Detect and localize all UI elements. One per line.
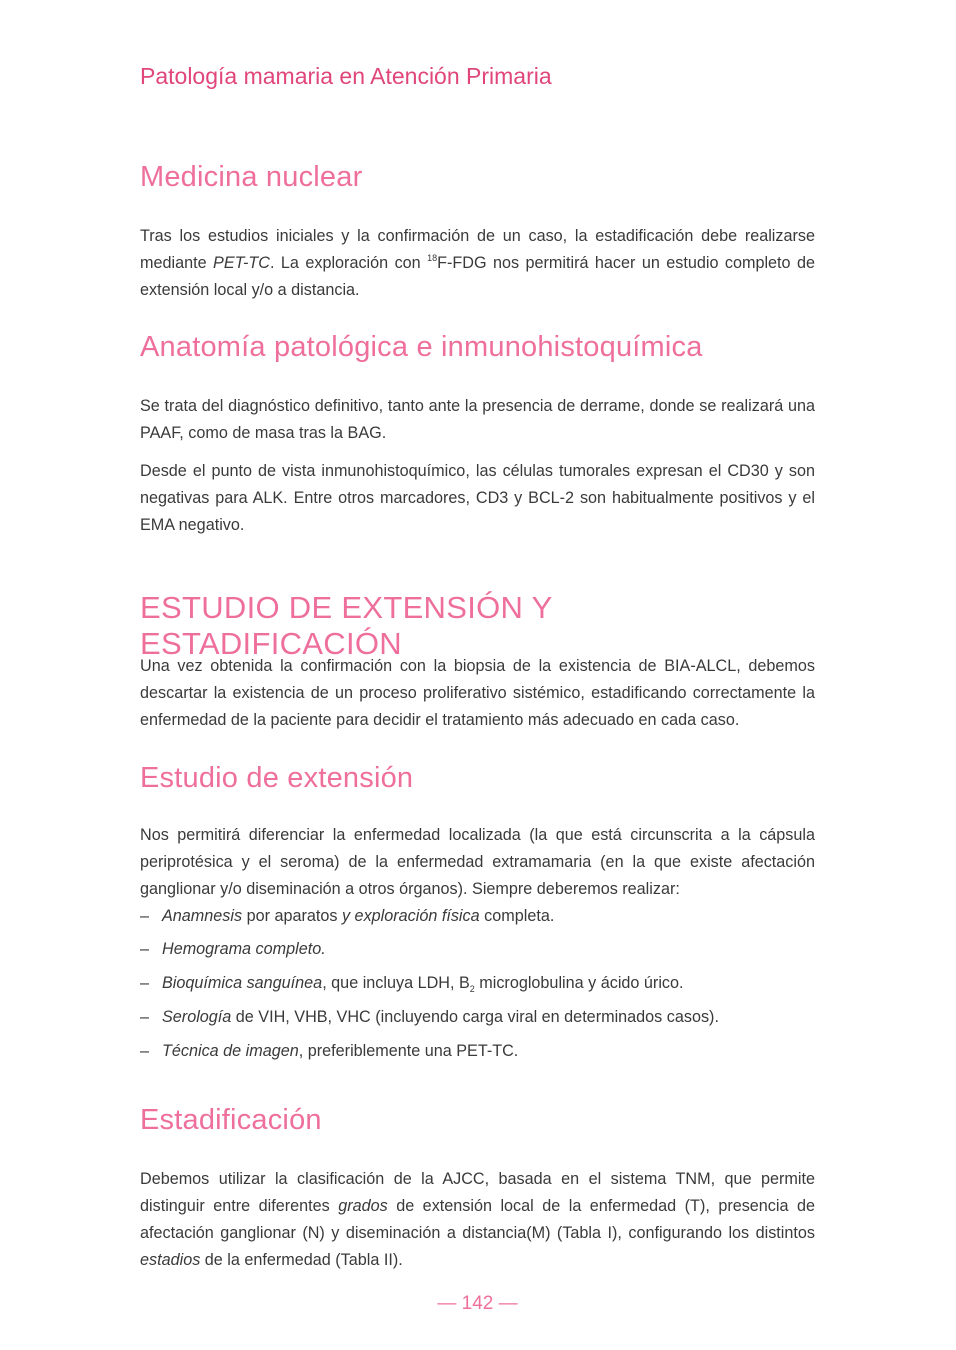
paragraph-estudio-extension: Nos permitirá diferenciar la enfermedad localizada (la que está circunscrita a la cápsula periprotésica y el seroma) de la enfermedad extramamaria (en la que existe afectación ganglionar y/o diseminación a otros órganos). Siempre deberemos realizar: xyxy=(140,826,815,898)
list-item-hemograma xyxy=(140,936,815,963)
list-dash: – xyxy=(140,940,150,958)
text-run: de extensión local de la enfermedad (T), presencia de afectación ganglionar (N) y diseminación a distancia(M) (Tabla I), configurando los distintos xyxy=(140,1197,815,1242)
text-run-italic: Bioquímica sanguínea xyxy=(162,974,323,992)
text-run: Tras los estudios iniciales y la confirmación de un caso, la estadificación debe realizarse mediante xyxy=(140,227,815,272)
text-run: de la enfermedad (Tabla II). xyxy=(200,1251,403,1269)
paragraph-anatomia-2: Desde el punto de vista inmunohistoquímico, las células tumorales expresan el CD30 y son negativas para ALK. Entre otros marcadores, CD3 y BCL-2 son habitualmente positivos y el EMA negativo. xyxy=(140,462,815,534)
text-run: Debemos utilizar la clasificación de la AJCC, basada en el sistema TNM, que permite distinguir entre diferentes xyxy=(140,1170,815,1215)
heading-estadificacion: Estadificación xyxy=(140,1104,322,1136)
list-item-tecnica-imagen xyxy=(140,1038,815,1065)
text-run: completa. xyxy=(479,907,555,925)
list-item-anamnesis xyxy=(140,903,815,930)
text-run-italic: PET-TC xyxy=(213,254,270,272)
paragraph-anatomia-1: Se trata del diagnóstico definitivo, tanto ante la presencia de derrame, donde se realizará una PAAF, como de masa tras la BAG. xyxy=(140,397,815,442)
heading-medicina-nuclear: Medicina nuclear xyxy=(140,161,363,193)
text-run: F-FDG nos permitirá hacer un estudio completo de extensión local y/o a distancia. xyxy=(140,254,815,299)
page-number: — 142 — xyxy=(437,1293,518,1314)
text-run-italic: grados xyxy=(338,1197,388,1215)
subscript: 2 xyxy=(469,984,475,994)
heading-estudio-extension: Estudio de extensión xyxy=(140,762,414,794)
list-item-bioquimica xyxy=(140,970,815,997)
paragraph-estudio-estadificacion: Una vez obtenida la confirmación con la biopsia de la existencia de BIA-ALCL, debemos descartar la existencia de un proceso proliferativo sistémico, estadificando correctamente la enfermedad de la paciente para decidir el tratamiento más adecuado en cada caso. xyxy=(140,657,815,729)
superscript: 18 xyxy=(427,253,438,263)
text-run-italic: Anamnesis xyxy=(162,907,243,925)
text-run: por aparatos xyxy=(242,907,342,925)
list-dash: – xyxy=(140,907,150,925)
list-item-serologia xyxy=(140,1004,815,1031)
text-run-italic: estadios xyxy=(140,1251,201,1269)
text-run-italic: Técnica de imagen xyxy=(162,1042,299,1060)
text-run: microglobulina y ácido úrico. xyxy=(474,974,684,992)
paragraph-estadificacion xyxy=(140,1166,815,1274)
text-run: . La exploración con xyxy=(270,254,428,272)
text-run-italic: y exploración física xyxy=(341,907,480,925)
list-dash: – xyxy=(140,1042,150,1060)
text-run-italic: Hemograma completo. xyxy=(162,940,326,958)
list-dash: – xyxy=(140,974,150,992)
text-run: , preferiblemente una PET-TC. xyxy=(298,1042,519,1060)
text-run-italic: Serología xyxy=(162,1008,232,1026)
heading-anatomia-patologica: Anatomía patológica e inmunohistoquímica xyxy=(140,331,703,363)
running-head: Patología mamaria en Atención Primaria xyxy=(140,63,552,89)
heading-estudio-estadificacion: ESTUDIO DE EXTENSIÓN Y ESTADIFICACIÓN xyxy=(140,590,552,661)
paragraph-medicina-nuclear xyxy=(140,223,815,304)
text-run: de VIH, VHB, VHC (incluyendo carga viral en determinados casos). xyxy=(231,1008,719,1026)
list-dash: – xyxy=(140,1008,150,1026)
text-run: , que incluya LDH, B xyxy=(322,974,470,992)
